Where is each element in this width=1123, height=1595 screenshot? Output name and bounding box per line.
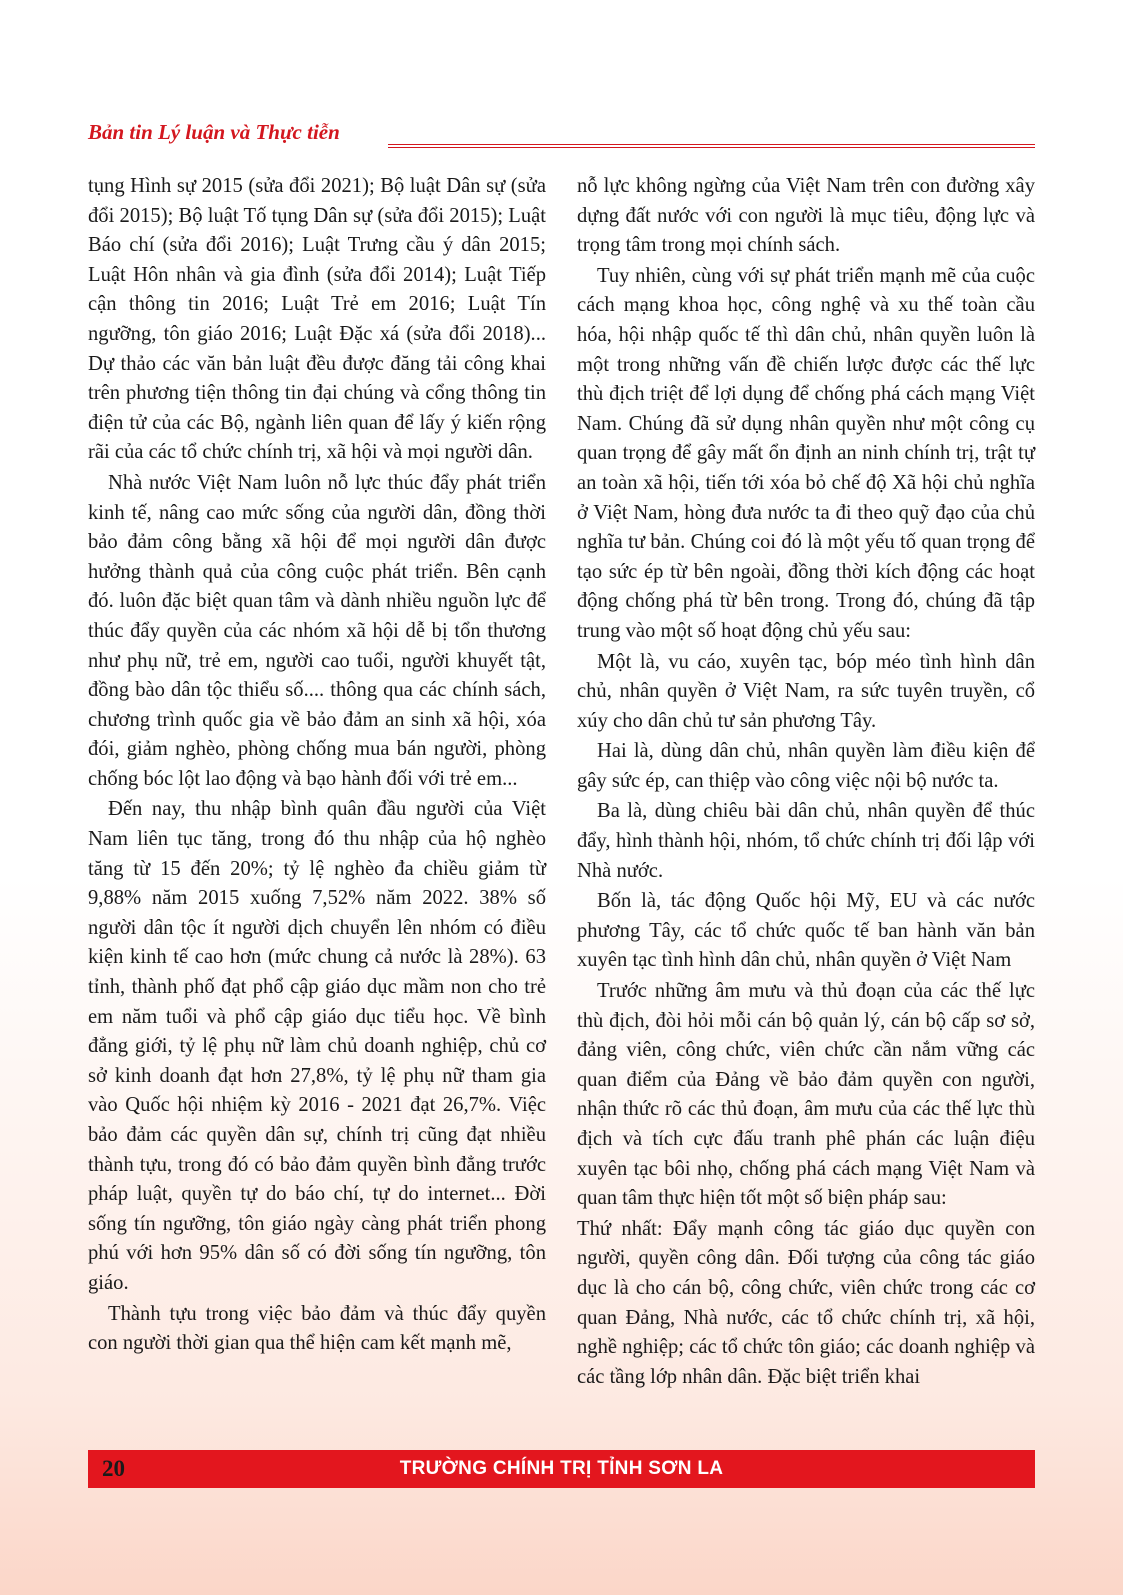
paragraph: Trước những âm mưu và thủ đoạn của các thế lực thù địch, đòi hỏi mỗi cán bộ quản lý, cán bộ cấp sơ sở, đảng viên, công chức, viên chức cần nắm vững các quan điểm của Đảng về bảo đảm quyền con người, nhận thức rõ các thủ đoạn, âm mưu của các thế lực thù địch và tích cực đấu tranh phê phán các luận điệu xuyên tạc bôi nhọ, chống phá cách mạng Việt Nam và quan tâm thực hiện tốt một số biện pháp sau: [577,980,1035,1210]
paragraph: Nhà nước Việt Nam luôn nỗ lực thúc đẩy phát triển kinh tế, nâng cao mức sống của người dân, đồng thời bảo đảm công bằng xã hội để mọi người dân được hưởng thành quả của công cuộc phát triển. Bên cạnh đó. luôn đặc biệt quan tâm và dành nhiều nguồn lực để thúc đẩy quyền của các nhóm xã hội dễ bị tổn thương như phụ nữ, trẻ em, người cao tuổi, người khuyết tật, đồng bào dân tộc thiểu số.... thông qua các chính sách, chương trình quốc gia về bảo đảm an sinh xã hội, xóa đói, giảm nghèo, phòng chống mua bán người, phòng chống bóc lột lao động và bạo hành đối với trẻ em... [88,471,546,790]
paragraph: tụng Hình sự 2015 (sửa đổi 2021); Bộ luật Dân sự (sửa đổi 2015); Bộ luật Tố tụng Dân sự (sửa đổi 2015); Luật Báo chí (sửa đổi 2016); Luật Trưng cầu ý dân 2015; Luật Hôn nhân và gia đình (sửa đổi 2014); Luật Tiếp cận thông tin 2016; Luật Trẻ em 2016; Luật Tín ngưỡng, tôn giáo 2016; Luật Đặc xá (sửa đổi 2018)... Dự thảo các văn bản luật đều được đăng tải công khai trên phương tiện thông tin đại chúng và cổng thông tin điện tử của các Bộ, ngành liên quan để lấy ý kiến rộng rãi của các tổ chức chính trị, xã hội và mọi người dân. [88,175,546,464]
paragraph: Tuy nhiên, cùng với sự phát triển mạnh mẽ của cuộc cách mạng khoa học, công nghệ và xu thế toàn cầu hóa, hội nhập quốc tế thì dân chủ, nhân quyền luôn là một trong những vấn đề chiến lược được các thế lực thù địch triệt để lợi dụng để chống phá cách mạng Việt Nam. Chúng đã sử dụng nhân quyền như một công cụ quan trọng để gây mất ổn định an ninh chính trị, trật tự an toàn xã hội, tiến tới xóa bỏ chế độ Xã hội chủ nghĩa ở Việt Nam, hòng đưa nước ta đi theo quỹ đạo của chủ nghĩa tư bản. Chúng coi đó là một yếu tố quan trọng để tạo sức ép từ bên ngoài, đồng thời kích động các hoạt động chống phá từ bên trong. Trong đó, chúng đã tập trung vào một số hoạt động chủ yếu sau: [577,264,1035,642]
left-column [88,172,546,1360]
bulletin-title: Bản tin Lý luận và Thực tiễn [88,120,340,144]
header-rule [388,144,1035,148]
paragraph: Hai là, dùng dân chủ, nhân quyền làm điều kiện để gây sức ép, can thiệp vào công việc nội bộ nước ta. [577,740,1035,792]
paragraph: Thành tựu trong việc bảo đảm và thúc đẩy quyền con người thời gian qua thể hiện cam kết mạnh mẽ, [88,1302,546,1355]
right-column [577,172,1035,1393]
page-number: 20 [102,1456,125,1481]
paragraph: Thứ nhất: Đẩy mạnh công tác giáo dục quyền con người, quyền công dân. Đối tượng của công tác giáo dục là cho cán bộ, công chức, viên chức trong các cơ quan Đảng, Nhà nước, các tổ chức chính trị, xã hội, nghề nghiệp; các tổ chức tôn giáo; các doanh nghiệp và các tầng lớp nhân dân. Đặc biệt triển khai [577,1217,1035,1388]
paragraph: Một là, vu cáo, xuyên tạc, bóp méo tình hình dân chủ, nhân quyền ở Việt Nam, ra sức tuyên truyền, cổ xúy cho dân chủ tư sản phương Tây. [577,650,1035,732]
paragraph: Bốn là, tác động Quốc hội Mỹ, EU và các nước phương Tây, các tổ chức quốc tế ban hành văn bản xuyên tạc tình hình dân chủ, nhân quyền ở Việt Nam [577,890,1035,972]
paragraph: Ba là, dùng chiêu bài dân chủ, nhân quyền để thúc đẩy, hình thành hội, nhóm, tổ chức chính trị đối lập với Nhà nước. [577,800,1035,882]
page-header [88,118,1035,152]
paragraph: Đến nay, thu nhập bình quân đầu người của Việt Nam liên tục tăng, trong đó thu nhập của hộ nghèo tăng từ 15 đến 20%; tỷ lệ nghèo đa chiều giảm từ 9,88% năm 2015 xuống 7,52% năm 2022. 38% số người dân tộc ít người dịch chuyển lên nhóm có điều kiện kinh tế cao hơn (mức chung cả nước là 28%). 63 tỉnh, thành phố đạt phổ cập giáo dục mầm non cho trẻ em năm tuổi và phổ cập giáo dục tiểu học. Về bình đẳng giới, tỷ lệ phụ nữ làm chủ doanh nghiệp, chủ cơ sở kinh doanh đạt hơn 27,8%, tỷ lệ phụ nữ tham gia vào Quốc hội nhiệm kỳ 2016 - 2021 đạt 26,7%. Việc bảo đảm các quyền dân sự, chính trị cũng đạt nhiều thành tựu, trong đó có bảo đảm quyền bình đẳng trước pháp luật, quyền tự do báo chí, tự do internet... Đời sống tín ngưỡng, tôn giáo ngày càng phát triển phong phú với hơn 95% dân số có đời sống tín ngưỡng, tôn giáo. [88,798,546,1294]
footer-publisher: TRƯỜNG CHÍNH TRỊ TỈNH SƠN LA [399,1458,724,1479]
page-footer [88,1450,1035,1488]
paragraph: nỗ lực không ngừng của Việt Nam trên con đường xây dựng đất nước với con người là mục tiêu, động lực và trọng tâm trong mọi chính sách. [577,175,1035,257]
